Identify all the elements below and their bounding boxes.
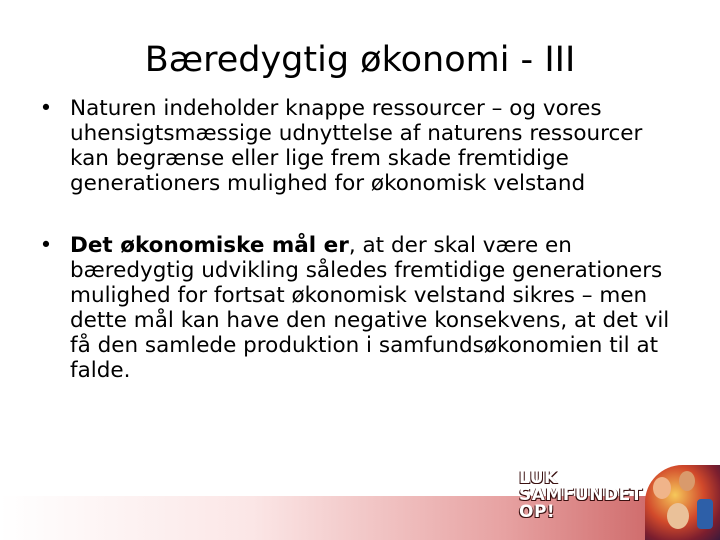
bullet-item bbox=[36, 96, 686, 196]
luk-samfundet-op-logo bbox=[513, 465, 720, 540]
bullet-bold-text: Det økonomiske mål er bbox=[70, 233, 349, 258]
slide-title: Bæredygtig økonomi - III bbox=[144, 40, 576, 80]
logo-line: LUK bbox=[519, 468, 558, 488]
bullet-list bbox=[36, 96, 686, 383]
bullet-text: Naturen indeholder knappe ressourcer – og vores uhensigtsmæssige udnyttelse af naturens ressourcer kan begrænse eller lige frem skade fremtidige generationers mulighed for økonomisk velstand bbox=[70, 96, 643, 196]
logo-line: SAMFUNDET bbox=[519, 485, 643, 505]
bullet-icon: • bbox=[39, 96, 53, 121]
bullet-text: , at der skal være en bæredygtig udvikling således fremtidige generationers mulighed for fortsat økonomisk velstand sikres – men dette mål kan have den negative konsekvens, at det vil få den samlede produktion i samfundsøkonomien til at falde. bbox=[70, 233, 670, 383]
logo-line: OP! bbox=[519, 502, 556, 522]
bullet-icon: • bbox=[39, 233, 53, 258]
logo-text bbox=[519, 470, 643, 521]
bullet-item bbox=[36, 233, 686, 383]
people-collage-image bbox=[645, 465, 720, 540]
